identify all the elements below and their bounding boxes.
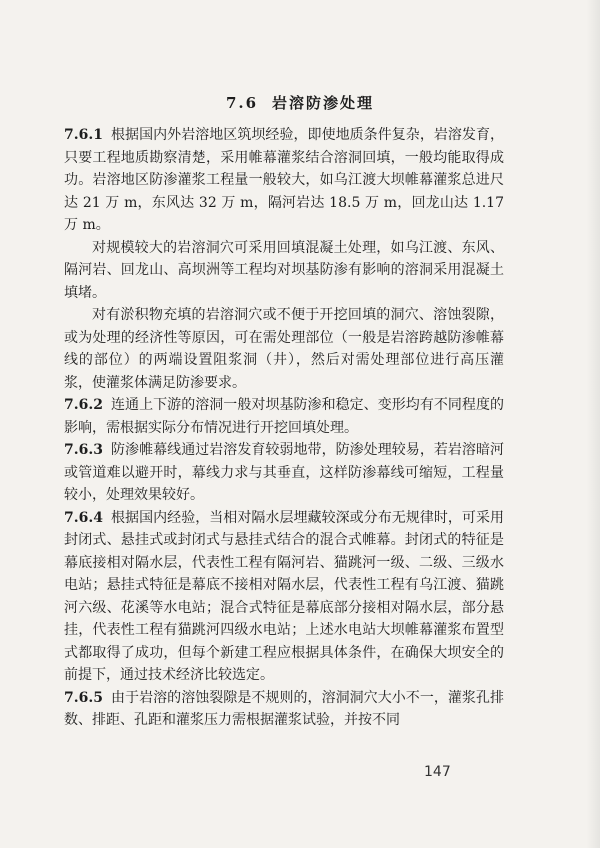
paragraph-text: 连通上下游的溶洞一般对坝基防渗和稳定、变形均有不同程度的影响，需根据实际分布情况进行开挖回填处理。 (64, 397, 504, 436)
paragraph-text: 根据国内经验，当相对隔水层埋藏较深或分布无规律时，可采用封闭式、悬挂式或封闭式与悬挂式结合的混合式帷幕。封闭式的特征是幕底接相对隔水层，代表性工程有隔河岩、猫跳河一级、二级、三级水电站；悬挂式特征是幕底不接相对隔水层，代表性工程有乌江渡、猫跳河六级、花溪等水电站；混合式特征是幕底部分接相对隔水层，部分悬挂，代表性工程有猫跳河四级水电站；上述水电站大坝帷幕灌浆布置型式都取得了成功，但每个新建工程应根据具体条件，在确保大坝安全的前提下，通过技术经济比较选定。 (64, 509, 504, 683)
paragraph-7-6-5 (64, 687, 504, 732)
clause-number: 7.6.5 (64, 689, 103, 706)
clause-number: 7.6.1 (64, 127, 103, 143)
paragraph-text: 根据国内外岩溶地区筑坝经验，即使地质条件复杂，岩溶发育，只要工程地质勘察清楚，采用帷幕灌浆结合溶洞回填，一般均能取得成功。岩溶地区防渗灌浆工程量一般较大，如乌江渡大坝帷幕灌浆总进尺达 21 万 m，东风达 32 万 m，隔河岩达 18.5 万 m，回龙山达 1.17 万 m。 (64, 127, 504, 233)
section-title: 岩溶防渗处理 (272, 94, 375, 112)
paragraph-7-6-1 (64, 124, 504, 237)
paragraph-7-6-3 (64, 439, 504, 507)
paragraph-concrete-backfill (64, 237, 504, 305)
clause-number: 7.6.3 (64, 442, 103, 458)
paragraph-7-6-2 (64, 394, 504, 439)
clause-number: 7.6.4 (64, 509, 103, 526)
paragraph-text: 由于岩溶的溶蚀裂隙是不规则的，溶洞洞穴大小不一，灌浆孔排数、排距、孔距和灌浆压力需根据灌浆试验，并按不同 (64, 689, 504, 728)
section-heading (0, 92, 600, 113)
page-number: 147 (424, 764, 451, 780)
paragraph-7-6-4 (64, 507, 504, 687)
page-edge-shadow (586, 0, 600, 848)
paragraph-text: 对规模较大的岩溶洞穴可采用回填混凝土处理，如乌江渡、东风、隔河岩、回龙山、高坝洲等工程均对坝基防渗有影响的溶洞采用混凝土填堵。 (64, 239, 504, 301)
clause-number: 7.6.2 (64, 397, 103, 413)
body-text (64, 124, 504, 732)
paragraph-text: 对有淤积物充填的岩溶洞穴或不便于开挖回填的洞穴、溶蚀裂隙，或为处理的经济性等原因，可在需处理部位（一般是岩溶跨越防渗帷幕线的部位）的两端设置阻浆洞（井），然后对需处理部位进行高压灌浆，使灌浆体满足防渗要求。 (64, 307, 504, 391)
paragraph-high-pressure-grouting (64, 304, 504, 394)
section-number: 7.6 (225, 94, 259, 112)
paragraph-text: 防渗帷幕线通过岩溶发育较弱地带，防渗处理较易，若岩溶暗河或管道难以避开时，幕线力求与其垂直，这样防渗幕线可缩短，工程量较小，处理效果较好。 (64, 442, 504, 503)
